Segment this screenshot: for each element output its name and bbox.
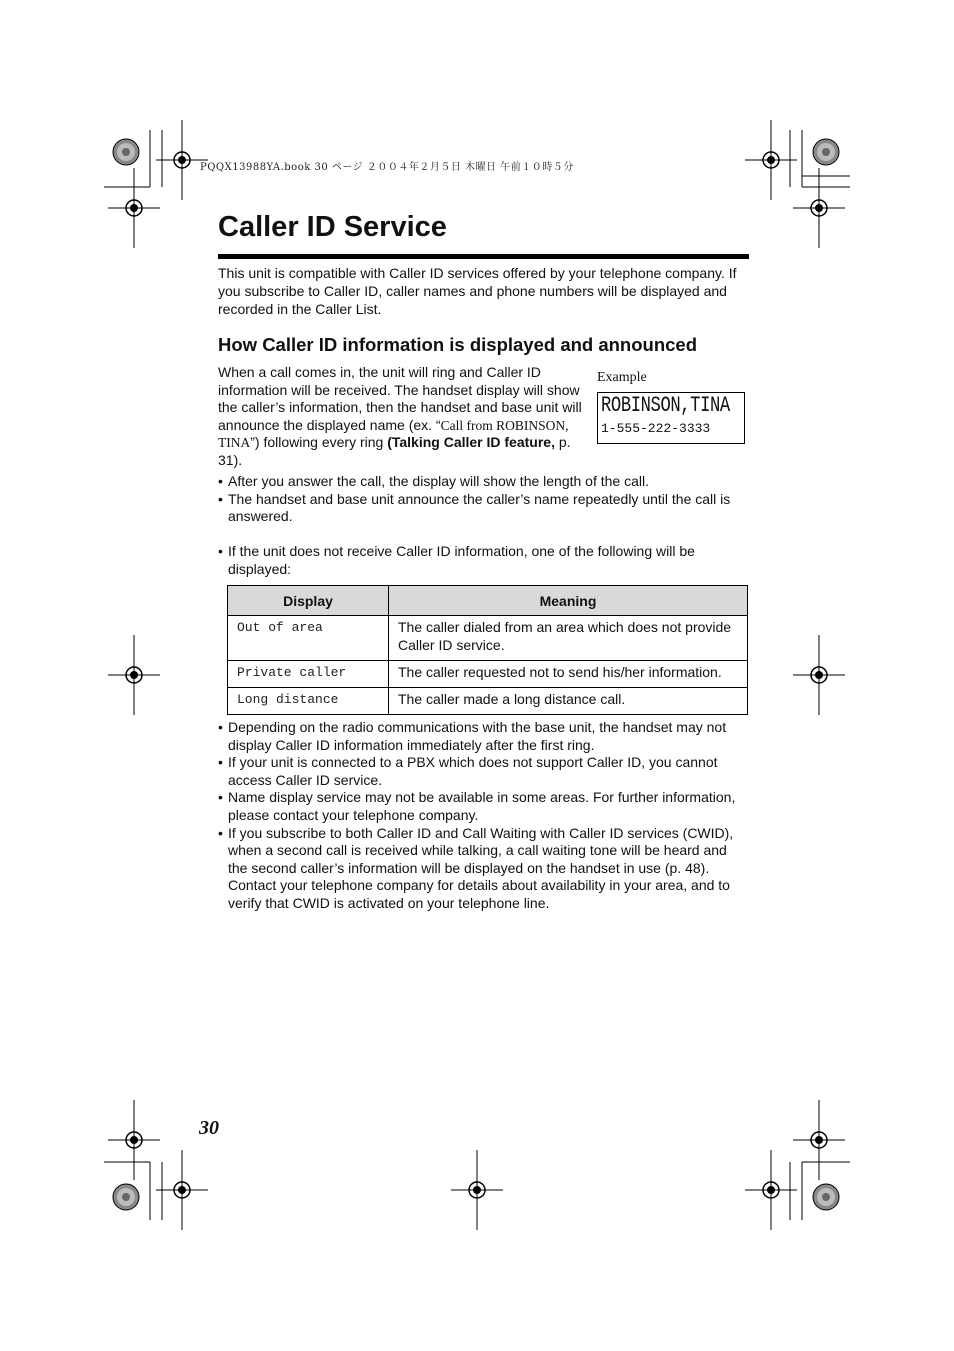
meaning-cell: The caller made a long distance call. — [389, 688, 748, 715]
display-cell: Private caller — [228, 661, 389, 688]
page-number: 30 — [199, 1117, 219, 1139]
bullet-list-mid — [218, 543, 748, 578]
column-header-meaning: Meaning — [389, 586, 748, 616]
bullet-list-bottom — [218, 719, 748, 913]
caller-id-table — [227, 585, 748, 715]
list-item: • Depending on the radio communications with the base unit, the handset may not display Caller ID information immediately after the first ring. — [218, 719, 748, 754]
para-example-text: Call from ROBINSON, TINA — [218, 417, 569, 451]
table-header-row — [228, 586, 748, 616]
example-label: Example — [597, 370, 647, 385]
table-row — [228, 688, 748, 715]
display-number: 1-555-222-3333 — [601, 421, 711, 436]
page-title: Caller ID Service — [218, 211, 447, 243]
list-item: • The handset and base unit announce the caller’s name repeatedly until the call is answered. — [218, 491, 748, 526]
print-info-header: PQQX13988YA.book 30 ページ ２００４年２月５日 木曜日 午前１０時５分 — [200, 162, 574, 173]
table-row — [228, 661, 748, 688]
display-name: ROBINSON,TINA — [601, 393, 730, 418]
section-heading: How Caller ID information is displayed and announced — [218, 334, 698, 355]
column-header-display: Display — [228, 586, 389, 616]
meaning-cell: The caller requested not to send his/her information. — [389, 661, 748, 688]
list-item: • If the unit does not receive Caller ID information, one of the following will be displayed: — [218, 543, 748, 578]
list-item: • Name display service may not be available in some areas. For further information, please contact your telephone company. — [218, 789, 748, 824]
list-item: • If your unit is connected to a PBX which does not support Caller ID, you cannot access Caller ID service. — [218, 754, 748, 789]
list-item: • After you answer the call, the display will show the length of the call. — [218, 473, 748, 491]
list-item: • If you subscribe to both Caller ID and Call Waiting with Caller ID services (CWID), when a second call is received while talking, a call waiting tone will be heard and the second caller’s information will be displayed on the handset in use (p. 48). Contact your telephone company for details about availability in your area, and to verify that CWID is activated on your telephone line. — [218, 825, 748, 913]
table-row — [228, 616, 748, 661]
section-paragraph — [218, 364, 583, 470]
intro-paragraph: This unit is compatible with Caller ID services offered by your telephone company. If you subscribe to Caller ID, caller names and phone numbers will be displayed and recorded in the Caller List. — [218, 265, 737, 317]
title-rule — [218, 254, 749, 259]
para-text: When a call comes in, the unit will ring and Caller ID information will be received. The handset display will show the caller’s information, then the handset and base unit will announce the displayed name (ex. “ — [218, 364, 582, 433]
bullet-list-top — [218, 473, 748, 526]
meaning-cell: The caller dialed from an area which does not provide Caller ID service. — [389, 616, 748, 661]
para-text-3: p. 31). — [218, 434, 571, 468]
example-display — [597, 392, 745, 444]
para-bold-text: (Talking Caller ID feature, — [387, 434, 555, 451]
display-cell: Long distance — [228, 688, 389, 715]
para-text-2: ”) following every ring — [250, 434, 388, 451]
display-cell: Out of area — [228, 616, 389, 661]
